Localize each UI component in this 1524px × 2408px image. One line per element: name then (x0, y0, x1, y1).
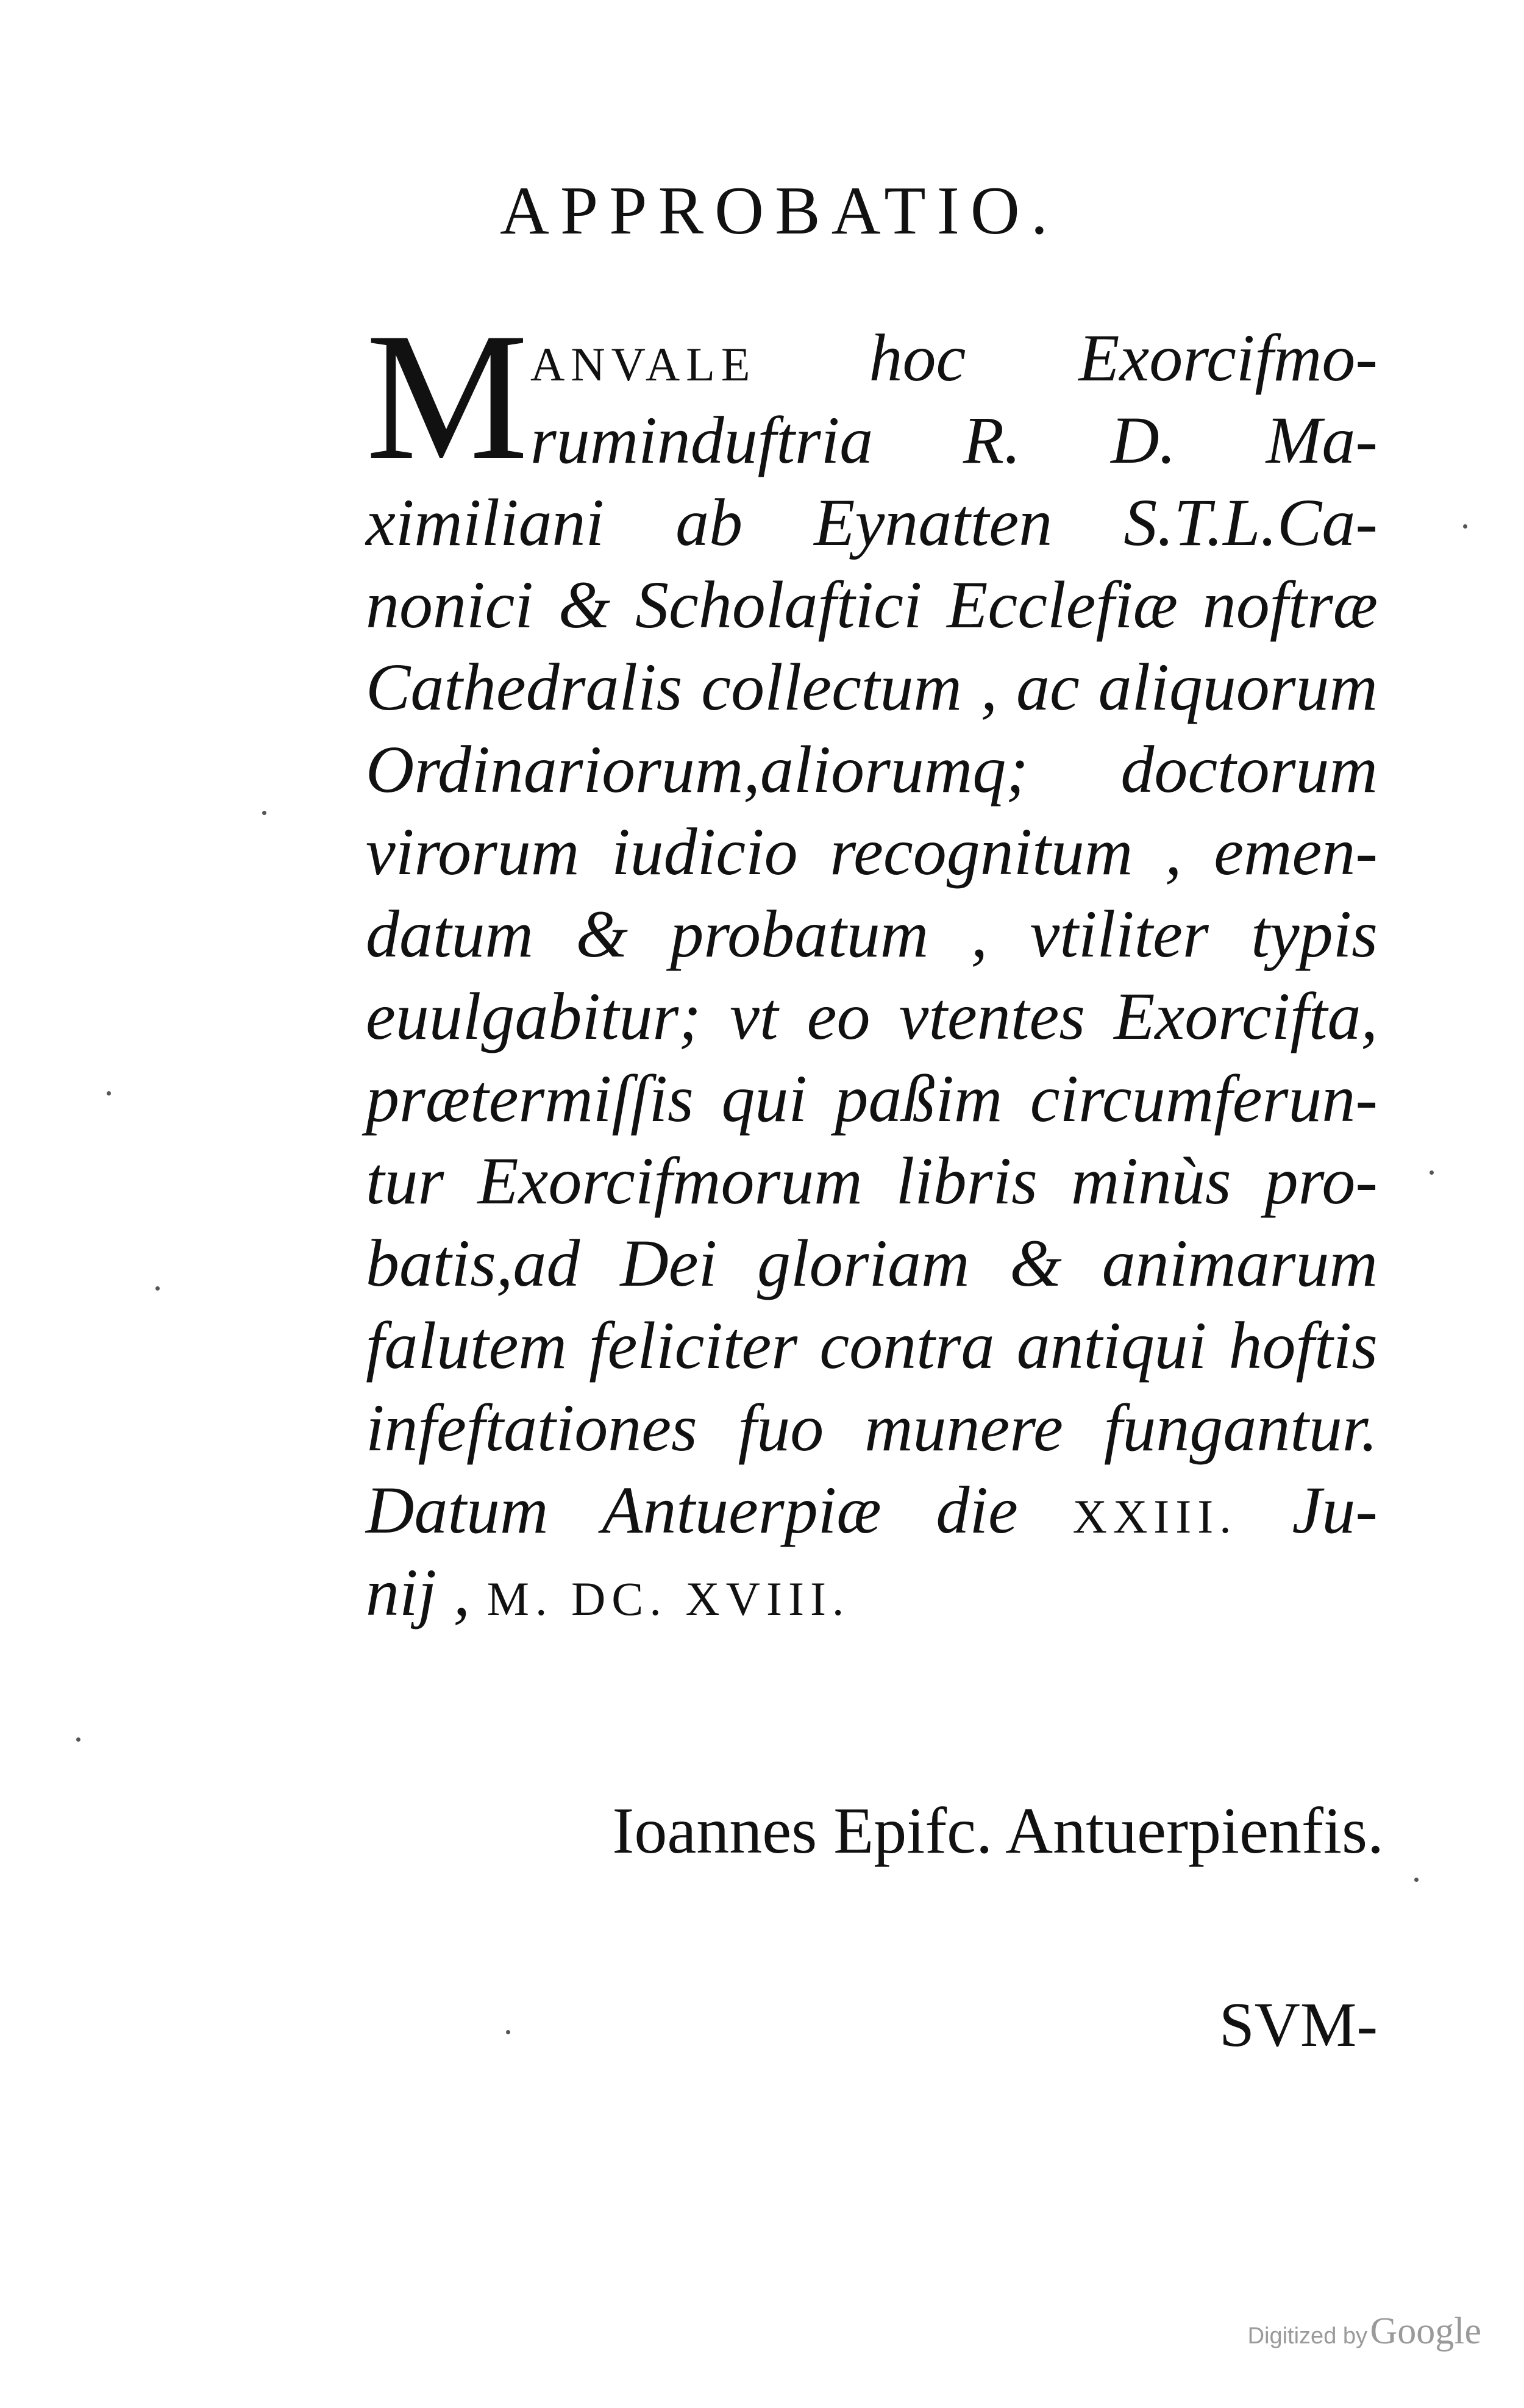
approbation-text (366, 317, 1378, 1634)
page-heading: APPROBATIO. (500, 173, 1059, 249)
text-line: tur Exorcifmorum libris minùs pro- (366, 1144, 1378, 1218)
text-line-date (366, 1469, 1378, 1551)
drop-cap-initial: M (366, 295, 529, 497)
paper-speck (76, 1737, 80, 1742)
text-line: batis,ad Dei gloriam & animarum (366, 1226, 1378, 1300)
catchword: SVM- (1219, 1990, 1378, 2060)
text-line-year (366, 1551, 1378, 1634)
year-small-caps: M. DC. XVIII. (486, 1572, 850, 1625)
line-text: hoc Exorcifmo- (756, 321, 1378, 395)
line-text: Ju- (1292, 1473, 1378, 1547)
date-small-caps: XXIII. (1072, 1490, 1237, 1543)
text-line: infeftationes fuo munere fungantur. (366, 1391, 1378, 1465)
paper-speck (155, 1286, 160, 1291)
text-line: euulgabitur; vt eo vtentes Exorcifta, (366, 979, 1378, 1053)
line-text: nij , (366, 1555, 471, 1630)
text-line: nonici & Scholaftici Ecclefiæ noftræ (366, 568, 1378, 642)
text-line: ruminduftria R. D. Ma- (530, 403, 1378, 477)
text-line: Ordinariorum,aliorumq; doctorum (366, 732, 1378, 807)
text-line: ximiliani ab Eynatten S.T.L.Ca- (366, 485, 1378, 560)
text-line: prætermiſſis qui paßim circumferun- (366, 1061, 1378, 1136)
text-line: virorum iudicio recognitum , emen- (366, 814, 1378, 889)
bishop-signature: Ioannes Epifc. Antuerpienfis. (612, 1795, 1384, 1867)
paper-speck (107, 1091, 111, 1095)
watermark-brand: Google (1370, 2310, 1481, 2352)
digitized-by-google-watermark (1248, 2310, 1481, 2353)
line-text: Datum Antuerpiæ die (366, 1473, 1018, 1547)
small-caps-word: ANVALE (530, 338, 757, 391)
paper-speck (1463, 524, 1467, 529)
text-line (366, 317, 1378, 399)
text-line: falutem feliciter contra antiqui hoftis (366, 1308, 1378, 1383)
watermark-prefix: Digitized by (1247, 2323, 1368, 2349)
paper-speck (506, 2030, 510, 2034)
paper-speck (262, 811, 266, 815)
text-line: Cathedralis collectum , ac aliquorum (366, 650, 1378, 724)
paper-speck (1430, 1170, 1434, 1175)
paper-speck (1414, 1878, 1419, 1882)
text-line: datum & probatum , vtiliter typis (366, 897, 1378, 971)
